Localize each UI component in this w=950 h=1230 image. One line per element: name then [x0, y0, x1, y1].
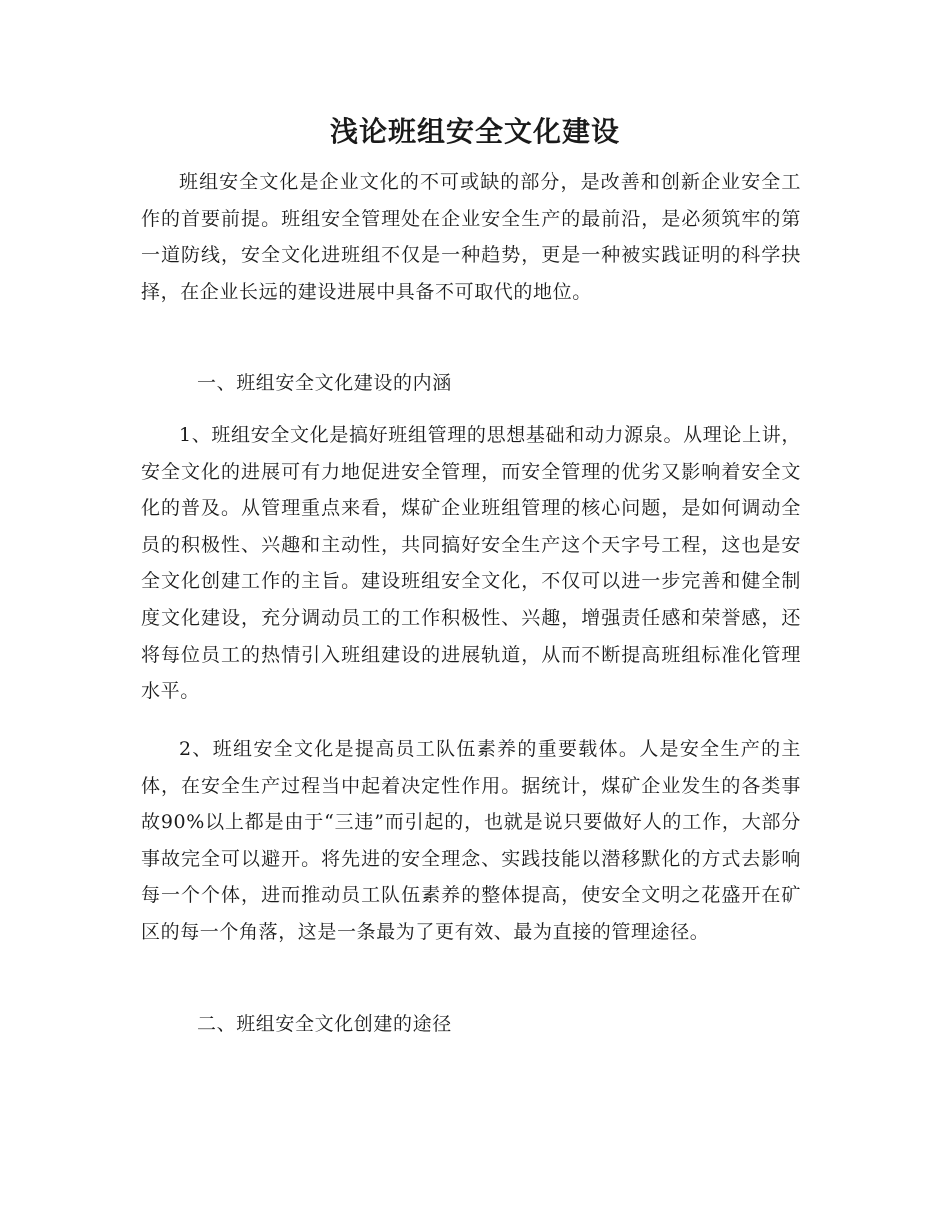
section-heading-2: 二、班组安全文化创建的途径	[197, 1013, 452, 1035]
document-title: 浅论班组安全文化建设	[329, 115, 620, 148]
section-1-paragraph-2: 2、班组安全文化是提高员工队伍素养的重要载体。人是安全生产的主体，在安全生产过程当中起着决定性作用。据统计，煤矿企业发生的各类事故90%以上都是由于“三违”而引起的，也就是说只要做好人的工作，大部分事故完全可以避开。将先进的安全理念、实践技能以潜移默化的方式去影响每一个个体，进而推动员工队伍素养的整体提高，使安全文明之花盛开在矿区的每一个角落，这是一条最为了更有效、最为直接的管理途径。	[141, 738, 801, 943]
section-1-paragraph-1: 1、班组安全文化是搞好班组管理的思想基础和动力源泉。从理论上讲，安全文化的进展可有力地促进安全管理，而安全管理的优劣又影响着安全文化的普及。从管理重点来看，煤矿企业班组管理的核心问题，是如何调动全员的积极性、兴趣和主动性，共同搞好安全生产这个天字号工程，这也是安全文化创建工作的主旨。建设班组安全文化，不仅可以进一步完善和健全制度文化建设，充分调动员工的工作积极性、兴趣，增强责任感和荣誉感，还将每位员工的热情引入班组建设的进展轨道，从而不断提高班组标准化管理水平。	[141, 424, 801, 703]
intro-paragraph: 班组安全文化是企业文化的不可或缺的部分，是改善和创新企业安全工作的首要前提。班组安全管理处在企业安全生产的最前沿，是必须筑牢的第一道防线，安全文化进班组不仅是一种趋势，更是一种被实践证明的科学抉择，在企业长远的建设进展中具备不可取代的地位。	[141, 171, 801, 303]
section-heading-1: 一、班组安全文化建设的内涵	[197, 372, 452, 394]
